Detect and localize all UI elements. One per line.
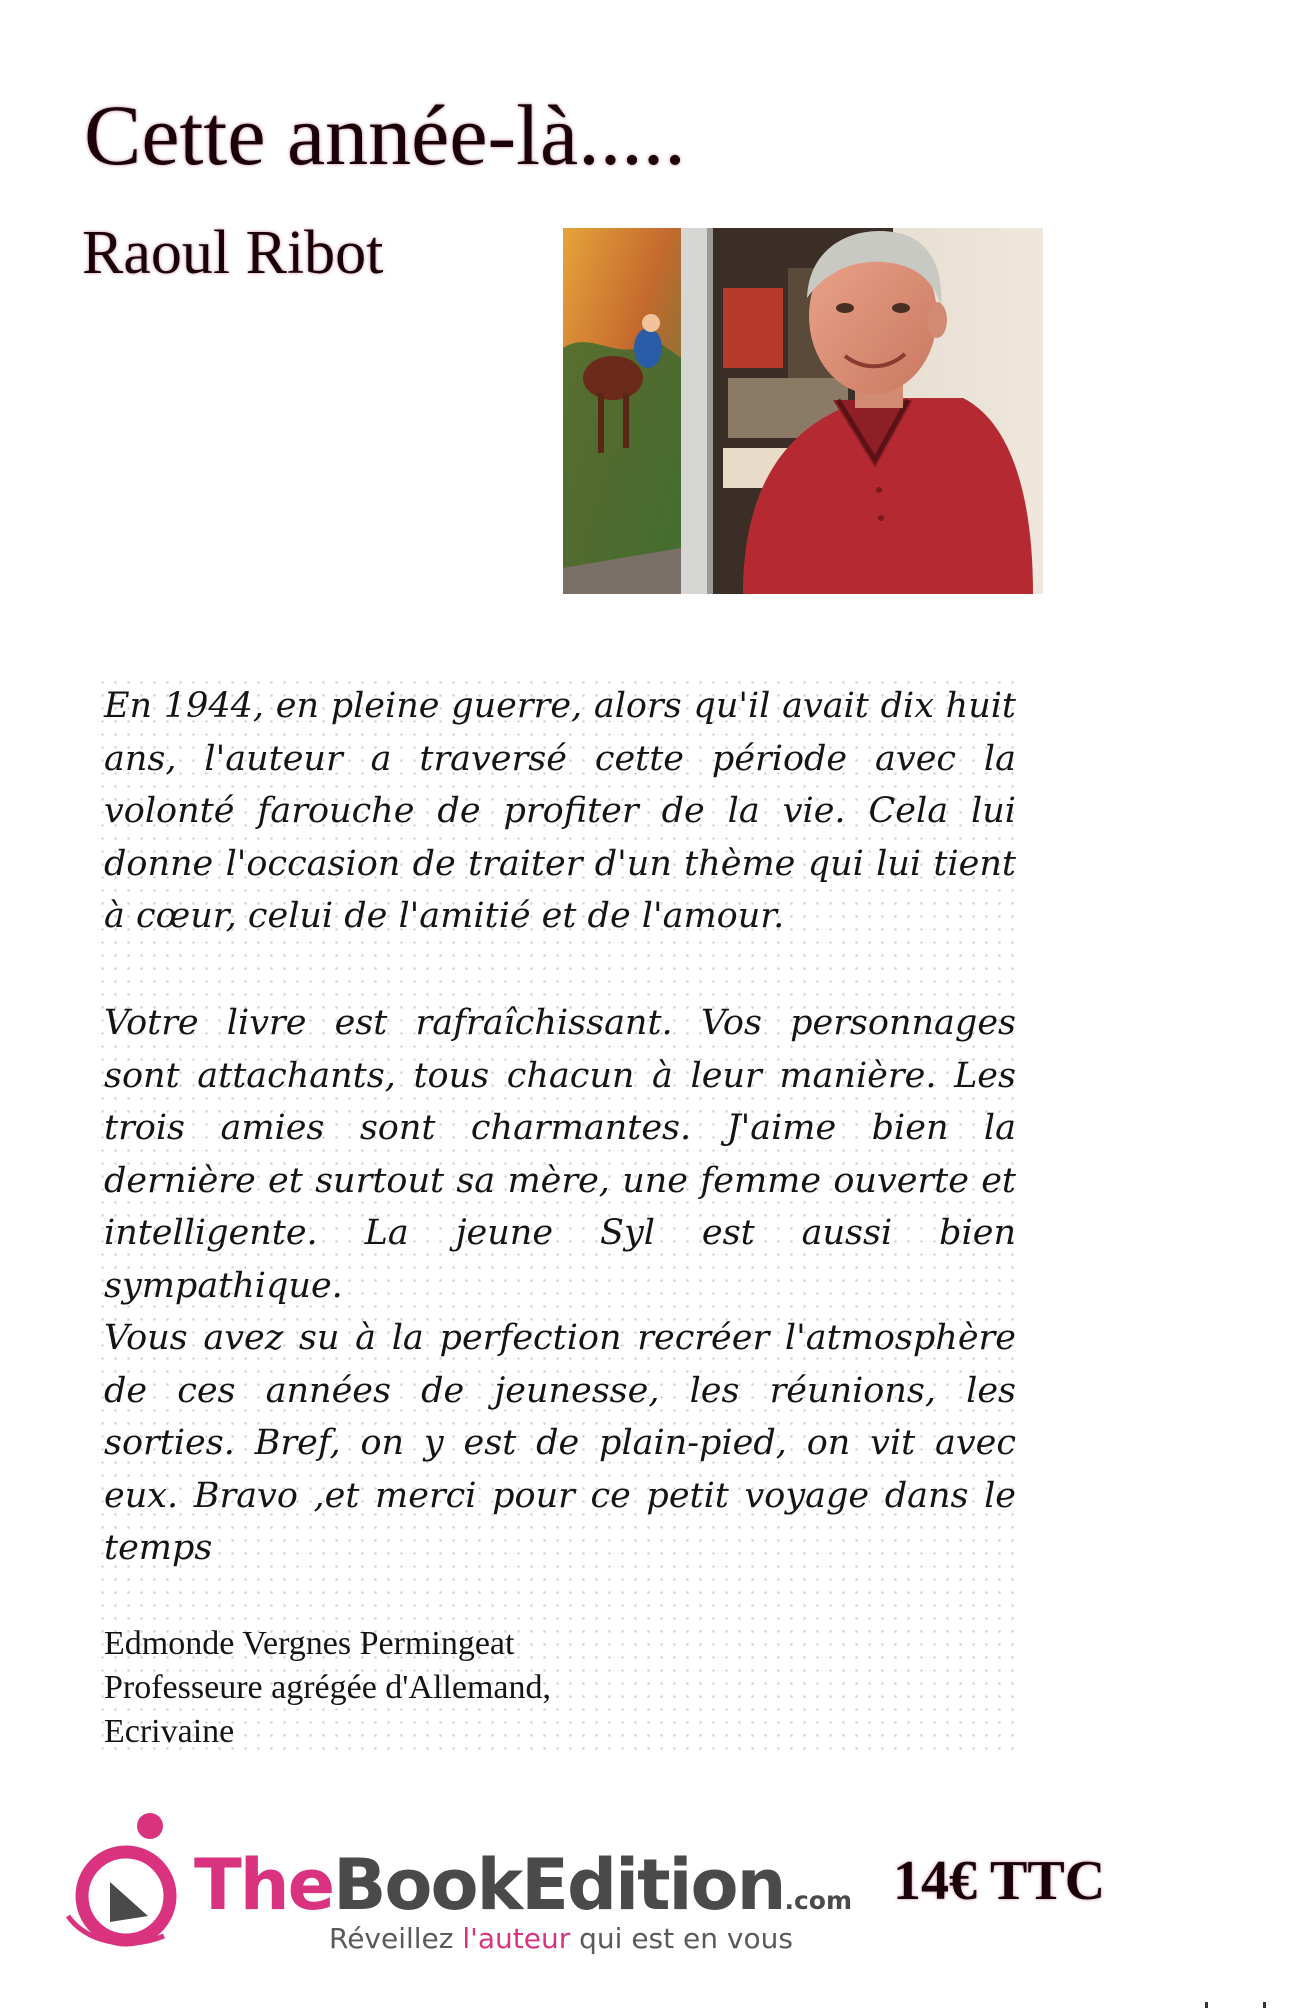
- review-paragraph-2: Vous avez su à la perfection recréer l'atmosphère de ces années de jeunesse, les réunions, les sorties. Bref, on y est de plain-pied, on vit avec eux. Bravo ,et merci pour ce petit voyage dans le temps: [104, 1318, 1016, 1568]
- book-price: 14€ TTC: [893, 1850, 1106, 1912]
- publisher-wordmark: [194, 1844, 852, 1926]
- wordmark-the: The: [194, 1844, 334, 1926]
- author-photo: [563, 228, 1043, 594]
- tagline-end: qui est en vous: [570, 1922, 793, 1955]
- publisher-tagline: [329, 1922, 793, 1955]
- reviewer-title: Professeure agrégée d'Allemand,: [104, 1669, 551, 1706]
- wordmark-bookedition: BookEdition: [333, 1844, 785, 1926]
- reviewer-name: Edmonde Vergnes Permingeat: [104, 1625, 515, 1662]
- wordmark-domain: .com: [784, 1886, 852, 1915]
- tagline-highlight: l'auteur: [462, 1922, 571, 1955]
- publisher-logo-icon: [64, 1808, 194, 1958]
- corner-marks: [1200, 1994, 1300, 2008]
- reviewer-occupation: Ecrivaine: [104, 1713, 235, 1750]
- author-name: Raoul Ribot: [82, 219, 384, 287]
- publisher-logo: [64, 1808, 874, 1958]
- book-description: En 1944, en pleine guerre, alors qu'il avait dix huit ans, l'auteur a traversé cette période avec la volonté farouche de profiter de la vie. Cela lui donne l'occasion de traiter d'un thème qui lui tient à cœur, celui de l'amitié et de l'amour.: [104, 686, 1016, 936]
- review-paragraph-1: Votre livre est rafraîchissant. Vos personnages sont attachants, tous chacun à leur manière. Les trois amies sont charmantes. J'aime bien la dernière et surtout sa mère, une femme ouverte et intelligente. La jeune Syl est aussi bien sympathique.: [104, 1003, 1016, 1306]
- reviewer-signature: [104, 1622, 551, 1754]
- tagline-start: Réveillez: [329, 1922, 463, 1955]
- book-title: Cette année-là.....: [84, 87, 686, 183]
